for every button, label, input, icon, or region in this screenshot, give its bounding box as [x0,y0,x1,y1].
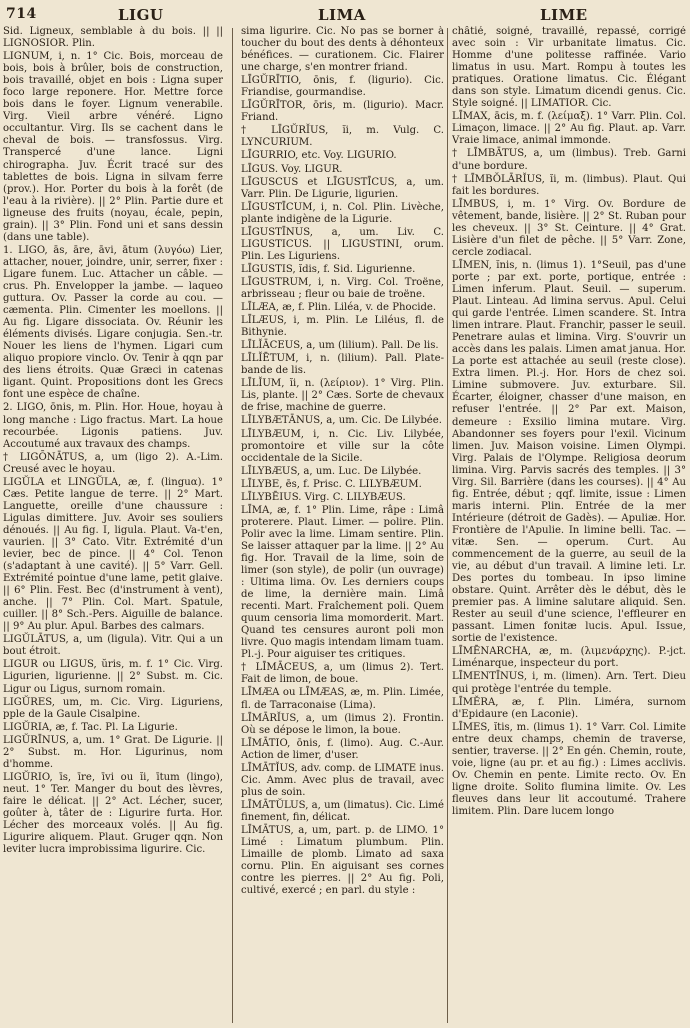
column-right [452,26,686,1024]
entry: LĪMĀRĬUS, a, um (limus 2). Frontin. Où se dépose le limon, la boue. [241,712,444,736]
entry: LĪLYBE, ēs, f. Prisc. C. LILYBÆUM. [241,478,422,490]
entry: LĪGUS. Voy. LIGUR. [241,163,343,175]
entry: LĪGŬRĪTOR, ōris, m. (ligurio). Macr. Friand. [241,100,444,124]
entry: LĪLĬĀCEUS, a, um (lilium). Pall. De lis. [241,340,439,352]
entry: sima ligurire. Cic. No pas se borner à toucher du bout des dents à déhonteux bénéfices. — curationem. Cic. Flairer une charge, s'en montrer friand. [241,26,444,74]
entry: † LIGŌNĀTUS, a, um (ligo 2). A.-Lim. Creusé avec le hoyau. [3,451,223,475]
running-head-left: LIGU [118,6,164,24]
entry: LĪLYBÆTĀNUS, a, um. Cic. De Lilybée. [241,415,442,427]
entry: LĪLYBÆUM, i, n. Cic. Liv. Lilybée, promontoire et ville sur la côte occidentale de la Sicile. [241,428,444,464]
entry: LĪMĔRA, æ, f. Plin. Liméra, surnom d'Epidaure (en Laconie). [452,696,686,720]
entry: LĪMÆA ou LĪMÆAS, æ, m. Plin. Limée, fl. de Tarraconaise (Lima). [241,687,444,711]
entry: LĪGUSTRUM, i, n. Virg. Col. Troëne, arbrisseau ; fleur ou baie de troëne. [241,276,444,300]
entry: LĪMBUS, i, m. 1° Virg. Ov. Bordure de vêtement, bande, lisière. || 2° St. Ruban pour les cheveux. || 3° St. Ceinture. || 4° Grat. Lisière d'un filet de pêche. || 5° Varr. Zone, cercle zodiacal. [452,198,686,258]
column-divider-1 [232,28,233,1023]
entry: LIGNUM, i, n. 1° Cic. Bois, morceau de bois, bois à brûler, bois de construction, bois travaillé, objet en bois : Ligna super foco large reponere. Hor. Mettre force bois dans le foyer. Lignum venerabile. Virg. Vieil arbre vénéré. Ligno occultantur. Virg. Ils se cachent dans le cheval de bois. — transfossus. Virg. Transpercé d'une lance. Ligni chirographa. Juv. Écrit tracé sur des tablettes de bois. Ligna in silvam ferre (prov.). Hor. Porter du bois à la forêt (de l'eau à la rivière). || 2° Plin. Partie dure et ligneuse des fruits (noyau, écale, pepin, grain). || 3° Plin. Fond uni et sans dessin (dans une table). [3,51,223,243]
entry: † LĪMBŎLĀRĬUS, ĭi, m. (limbus). Plaut. Qui fait les bordures. [452,173,686,197]
entry: LĪGURRIO, etc. Voy. LIGURIO. [241,150,397,162]
entry: LIGŬRIA, æ, f. Tac. Pl. La Ligurie. [3,721,178,733]
entry: Sid. Ligneux, semblable à du bois. || || LIGNOSIOR. Plin. [3,26,223,50]
entry: LĪGUSCUS et LĪGUSTĪCUS, a, um. Varr. Plin. De Ligurie, ligurien. [241,176,444,200]
entry: LĪLĬUM, ĭi, n. (λείριον). 1° Virg. Plin. Lis, plante. || 2° Cæs. Sorte de chevaux de frise, machine de guerre. [241,378,444,414]
entry: LĪMĀTIO, ōnis, f. (limo). Aug. C.-Aur. Action de limer, d'user. [241,737,444,761]
entry: LIGUR ou LIGUS, ŭris, m. f. 1° Cic. Virg. Ligurien, ligurienne. || 2° Subst. m. Cic. Ligur ou Ligus, surnom romain. [3,659,223,695]
entry: LIGŬLA et LINGŬLA, æ, f. (linguα). 1° Cæs. Petite langue de terre. || 2° Mart. Languette, oreille d'une chaussure : Ligulas dimittere. Juv. Avoir ses souliers dénoués. || Au fig. I, ligula. Plaut. Va-t'en, vaurien. || 3° Cato. Vitr. Extrémité d'un levier, bec de pince. || 4° Col. Tenon (s'adaptant à une cavité). || 5° Varr. Gell. Extrémité pointue d'une lame, petit glaive. || 6° Plin. Fest. Bec (d'instrument à vent), anche. || 7° Plin. Col. Mart. Spatule, cuiller. || 8° Sch.-Pers. Aiguille de balance. || 9° Au plur. Apul. Barbes des calmars. [3,476,223,633]
entry: LĪMA, æ, f. 1° Plin. Lime, râpe : Limâ proterere. Plaut. Limer. — polire. Plin. Polir avec la lime. Limam sentire. Plin. Se laisser attaquer par la lime. || 2° Au fig. Hor. Travail de la lime, soin de limer (son style), de polir (un ouvrage) : Ultima lima. Ov. Les derniers coups de lime, la dernière main. Limâ recenti. Mart. Fraîchement poli. Quem quum censoria lima momorderit. Mart. Quand tes censures auront poli mon livre. Quo magis intendam limam tuam. Pl.-j. Pour aiguiser tes critiques. [241,504,444,661]
entry: LĪGŬRĪTIO, ōnis, f. (ligurio). Cic. Friandise, gourmandise. [241,75,444,99]
column-divider-2 [447,28,448,1023]
entry: † LĪMĀCEUS, a, um (limus 2). Tert. Fait de limon, de boue. [241,662,444,686]
entry: LĪGUSTĪNUS, a, um. Liv. C. LIGUSTICUS. || LIGUSTINI, orum. Plin. Les Liguriens. [241,226,444,262]
entry: LĪMES, ĭtis, m. (limus 1). 1° Varr. Col. Limite entre deux champs, chemin de traverse, sentier, traverse. || 2° En gén. Chemin, route, voie, ligne (au pr. et au fig.) : Limes acclivis. Ov. Chemin en pente. Limite recto. Ov. En ligne droite. Solito flumina limite. Ov. Les fleuves dans leur lit accoutumé. Trahere limitem. Plin. Dare lucem longo [452,721,686,817]
entry: châtié, soigné, travaillé, repassé, corrigé avec soin : Vir urbanitate limatus. Cic. Homme d'une politesse raffinée. Vario limatus in usu. Mart. Rompu à toutes les pratiques. Oratione limatus. Cic. Élégant dans son style. Limatum dicendi genus. Cic. Style soigné. || LIMATIOR. Cic. [452,26,686,110]
entry: 1. LIGO, ās, āre, āvi, ātum (λυγόω) Lier, attacher, nouer, joindre, unir, serrer, fixer : Ligare funem. Luc. Attacher un câble. — crus. Ph. Envelopper la jambe. — laqueo guttura. Ov. Passer la corde au cou. — cæmenta. Plin. Cimenter les moellons. || Au fig. Ligare dissociata. Ov. Réunir les éléments divisés. Ligare conjugia. Sen.-tr. Nouer les liens de l'hymen. Ligari cum aliquo propiore vinclo. Ov. Tenir à qqn par des liens étroits. Quæ Græci in catenas ligant. Quint. Propositions dont les Grecs font une espèce de chaîne. [3,244,223,401]
entry: LĪMEN, ĭnis, n. (limus 1). 1°Seuil, pas d'une porte ; par ext. porte, portique, entrée : Limen inferum. Plaut. Seuil. — superum. Plaut. Linteau. Ad limina servus. Apul. Celui qui garde l'entrée. Limen scandere. St. Intra limen intrare. Plaut. Franchir, passer le seuil. Penetrare aulas et limina. Virg. S'ouvrir un accès dans les palais. Limen amat janua. Hor. La porte est attachée au seuil (reste close). Extra limen. Pl.-j. Hor. Hors de chez soi. Limine submovere. Juv. exturbare. Sil. Écarter, éloigner, chasser d'une maison, en refuser l'entrée. || 2° Par ext. Maison, demeure : Exsilio limina mutare. Virg. Abandonner ses foyers pour l'exil. Vicinum limen. Juv. Maison voisine. Limen Olympi. Virg. Palais de l'Olympe. Religiosa deorum limina. Virg. Parvis sacrés des temples. || 3° Virg. Sil. Barrière (dans les courses). || 4° Au fig. Entrée, début ; qqf. limite, issue : Limen maris interni. Plin. Entrée de la mer Intérieure (détroit de Gadès). — Apuliæ. Hor. Frontière de l'Apulie. In limine belli. Tac. — vitæ. Sen. — operum. Curt. Au commencement de la guerre, au seuil de la vie, au début d'un travail. A limine leti. Lr. Des portes du tombeau. In ipso limine obstare. Quint. Arrêter dès le début, dès le premier pas. A limine salutare aliquid. Sen. Rester au seuil d'une science, l'effleurer en passant. Limen fonitæ lucis. Apul. Issue, sortie de l'existence. [452,259,686,645]
entry: LĪGUSTIS, ĭdis, f. Sid. Ligurienne. [241,263,416,275]
entry: LĪLYBĒIUS. Virg. C. LILYBÆUS. [241,491,406,503]
entry: LĪMĀTĬUS, adv. comp. de LIMATE inus. Cic. Amm. Avec plus de travail, avec plus de soin. [241,762,444,798]
entry: LĪMENTĪNUS, i, m. (limen). Arn. Tert. Dieu qui protège l'entrée du temple. [452,671,686,695]
entry: LIGŬLĀTUS, a, um (ligula). Vitr. Qui a un bout étroit. [3,634,223,658]
entry: LĪLĬĒTUM, i, n. (lilium). Pall. Plate-bande de lis. [241,353,444,377]
entry: LĪMĀTUS, a, um, part. p. de LIMO. 1° Limé : Limatum plumbum. Plin. Limaille de plomb. Limato ad saxa cornu. Plin. En aiguisant ses cornes contre les pierres. || 2° Au fig. Poli, cultivé, exercé ; en parl. du style : [241,825,444,897]
entry: † LĪGŬRĬUS, ĭi, m. Vulg. C. LYNCURIUM. [241,125,444,149]
entry: 2. LIGO, ōnis, m. Plin. Hor. Houe, hoyau à long manche : Ligo fractus. Mart. La houe recourbée. Ligonis patiens. Juv. Accoutumé aux travaux des champs. [3,402,223,450]
entry: LĪLÆUS, i, m. Plin. Le Liléus, fl. de Bithynie. [241,315,444,339]
running-head-center: LIMA [318,6,366,24]
entry: LĪGUSTĪCUM, i, n. Col. Plin. Livèche, plante indigène de la Ligurie. [241,201,444,225]
entry: LĪLYBÆUS, a, um. Luc. De Lilybée. [241,465,422,477]
entry: LIGŬRIO, īs, īre, īvi ou ĭi, ītum (lingo), neut. 1° Ter. Manger du bout des lèvres, faire le délicat. || 2° Act. Lécher, sucer, goûter à, tâter de : Ligurire furta. Hor. Lécher des morceaux volés. || Au fig. Ligurire aliquem. Plaut. Gruger qqn. Non leviter lucra improbissima ligurire. Cic. [3,771,223,856]
page-number: 714 [6,6,37,22]
entry: LIGŬRĪNUS, a, um. 1° Grat. De Ligurie. || 2° Subst. m. Hor. Ligurinus, nom d'homme. [3,734,223,770]
page-header [0,0,690,26]
entry: LĪMĀTŬLUS, a, um (limatus). Cic. Limé finement, fin, délicat. [241,799,444,823]
entry: LIGŬRES, um, m. Cic. Virg. Liguriens, pple de la Gaule Cisalpine. [3,696,223,720]
entry: † LĪMBĀTUS, a, um (limbus). Treb. Garni d'une bordure. [452,148,686,172]
column-left [3,26,223,1024]
column-middle [241,26,444,1024]
entry: LĪMĒNARCHA, æ, m. (λιμενάρχης). P.-jct. Liménarque, inspecteur du port. [452,646,686,670]
running-head-right: LIME [540,6,588,24]
entry: LĪMAX, ācis, m. f. (λείμαξ). 1° Varr. Plin. Col. Limaçon, limace. || 2° Au fig. Plaut. ap. Varr. Vraie limace, animal immonde. [452,111,686,147]
entry: LĪLÆA, æ, f. Plin. Liléa, v. de Phocide. [241,302,437,314]
